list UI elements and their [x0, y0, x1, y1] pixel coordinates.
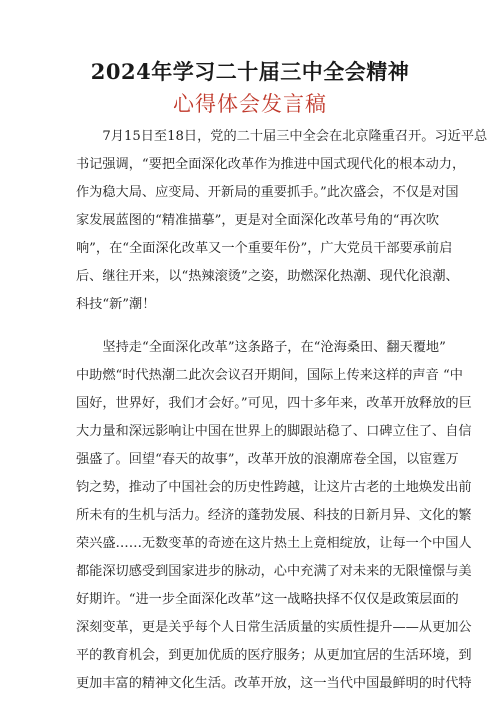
text-line: 强盛了。回望“春天的故事”，改革开放的浪潮席卷全国，以宦霆万 — [76, 452, 459, 467]
title-line-1: 2024年学习二十届三中全会精神 — [90, 59, 410, 84]
text-line: 坚持走“全面深化改革”这条路子，在“沧海桑田、翻天覆地” — [102, 340, 446, 355]
text-line: 好期许。“进一步全面深化改革”这一战略抉择不仅仅是政策层面的 — [76, 592, 459, 607]
text-line: 荣兴盛……无数变革的奇迹在这片热土上竟相绽放，让每一个中国人 — [76, 536, 472, 551]
title-line-2: 心得体会发言稿 — [173, 92, 327, 116]
text-line: 都能深切感受到国家进步的脉动，心中充满了对未来的无限憧憬与美 — [76, 564, 472, 579]
text-line: 更加丰富的精神文化生活。改革开放，这一当代中国最鲜明的时代特 — [76, 676, 472, 691]
text-line: 作为稳大局、应变局、开新局的重要抓手。”此次盛会，不仅是对国 — [76, 185, 459, 200]
text-line: 钧之势，推动了中国社会的历史性跨越，让这片古老的土地焕发出前 — [76, 480, 472, 495]
text-line: 后、继往开来，以“热辣滚烫”之姿，助燃深化热潮、现代化浪潮、 — [76, 269, 459, 284]
text-line: 科技“新”潮！ — [76, 297, 156, 312]
text-line: 深刻变革，更是关乎每个人日常生活质量的实质性提升——从更加公 — [76, 620, 472, 635]
text-line: 书记强调，“要把全面深化改革作为推进中国式现代化的根本动力， — [76, 157, 466, 172]
paragraph-2 — [76, 334, 472, 698]
document-body — [76, 123, 488, 698]
text-line: 中助燃“时代热潮二此次会议召开期间，国际上传来这样的声音 “中 — [76, 368, 463, 383]
text-line: 家发展蓝图的“精准描摹”，更是对全面深化改革号角的“再次吹 — [76, 213, 440, 228]
text-line: 所未有的生机与活力。经济的蓬勃发展、科技的日新月异、文化的繁 — [76, 508, 472, 523]
text-line: 国好，世界好，我们才会好。”可见，四十多年来，改革开放释放的巨 — [76, 396, 472, 411]
text-line: 平的教育机会，到更加优质的医疗服务；从更加宜居的生活环境，到 — [76, 648, 472, 663]
paragraph-1 — [76, 123, 488, 319]
text-line: 大力量和深远影响让中国在世界上的脚跟站稳了、口碑立住了、自信 — [76, 424, 472, 439]
text-line: 7月15日至18日，党的二十届三中全会在北京隆重召开。习近平总 — [102, 129, 488, 144]
text-line: 响”，在“全面深化改革又一个重要年份”，广大党员干部要承前启 — [76, 241, 453, 256]
